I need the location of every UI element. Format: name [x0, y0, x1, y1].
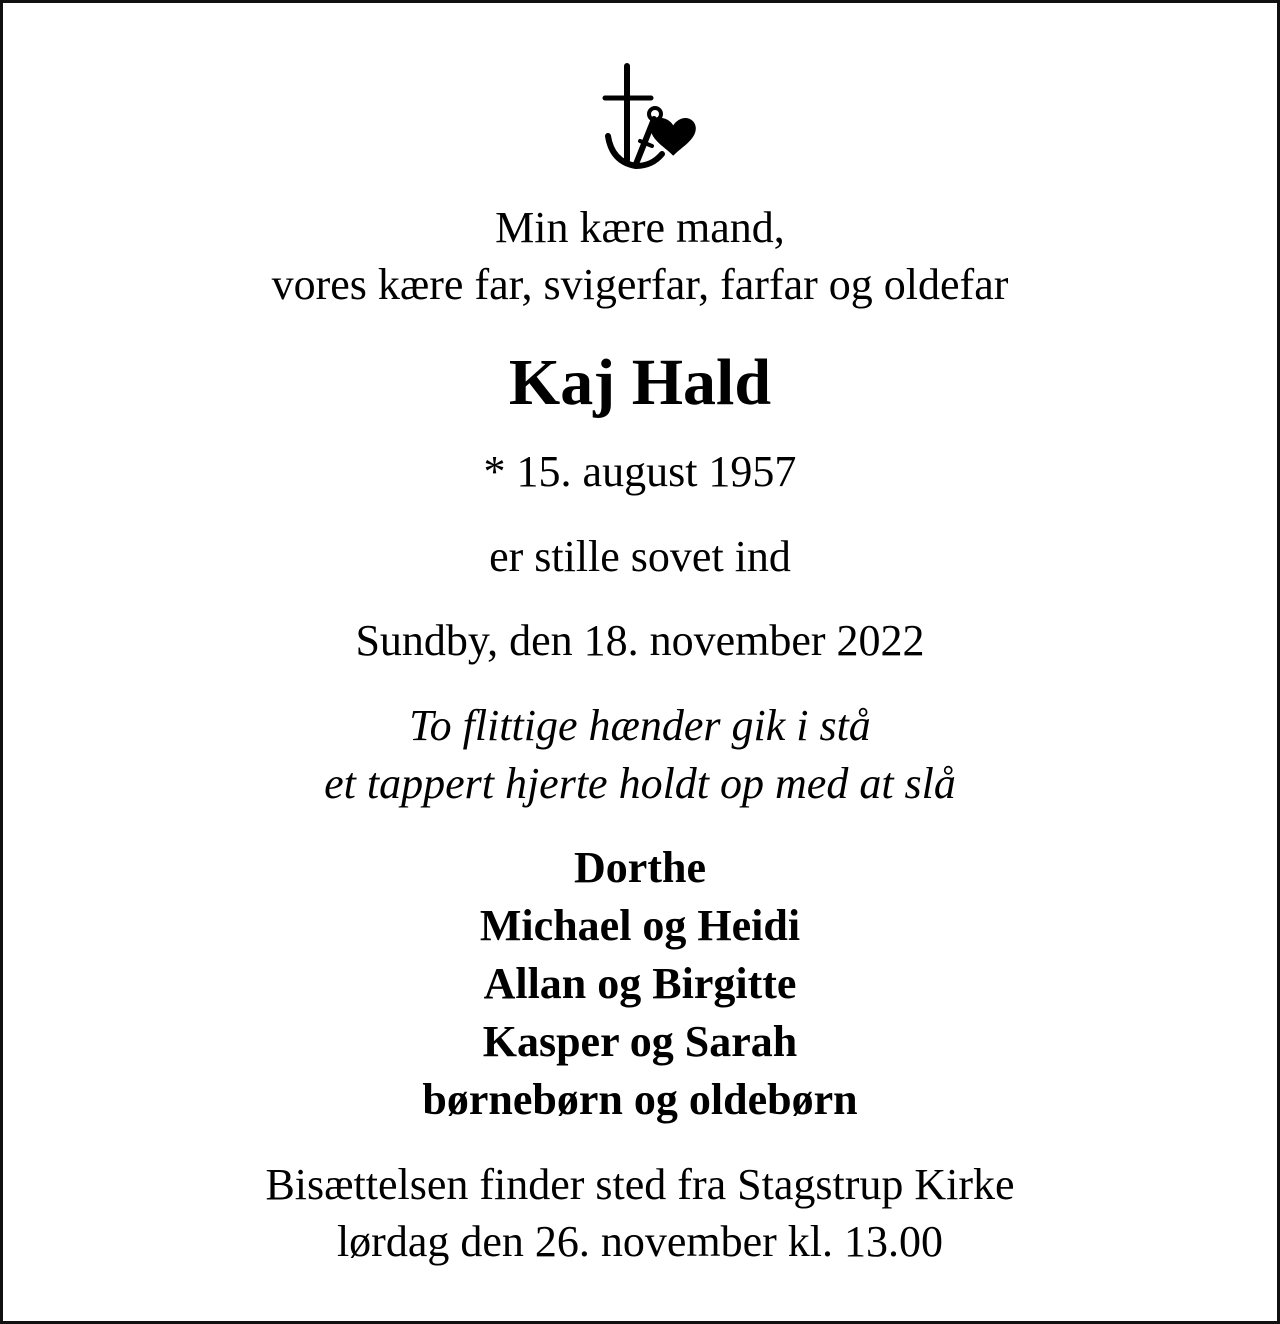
family-member: Allan og Birgitte [483, 959, 797, 1008]
passed-text: er stille sovet ind [489, 532, 791, 581]
verse-line: To flittige hænder gik i stå [409, 701, 871, 750]
family-member: Kasper og Sarah [482, 1017, 798, 1066]
family-member: Michael og Heidi [479, 901, 801, 950]
family-list [0, 839, 1280, 1129]
verse [0, 697, 1280, 813]
funeral-line: Bisættelsen finder sted fra Stagstrup Kirke [265, 1160, 1015, 1209]
deceased-name: Kaj Hald [508, 346, 772, 419]
funeral-line: lørdag den 26. november kl. 13.00 [336, 1217, 944, 1266]
intro-line: vores kære far, svigerfar, farfar og oldefar [271, 260, 1009, 309]
family-member: børnebørn og oldebørn [422, 1075, 858, 1124]
intro-line: Min kære mand, [495, 203, 785, 252]
place-and-date: Sundby, den 18. november 2022 [355, 616, 925, 665]
family-member: Dorthe [574, 843, 706, 892]
cross-anchor-heart-icon [590, 62, 700, 172]
verse-line: et tappert hjerte holdt op med at slå [324, 759, 956, 808]
funeral-info [0, 1156, 1280, 1270]
intro-text [0, 199, 1280, 313]
birth-date: * 15. august 1957 [483, 447, 797, 496]
